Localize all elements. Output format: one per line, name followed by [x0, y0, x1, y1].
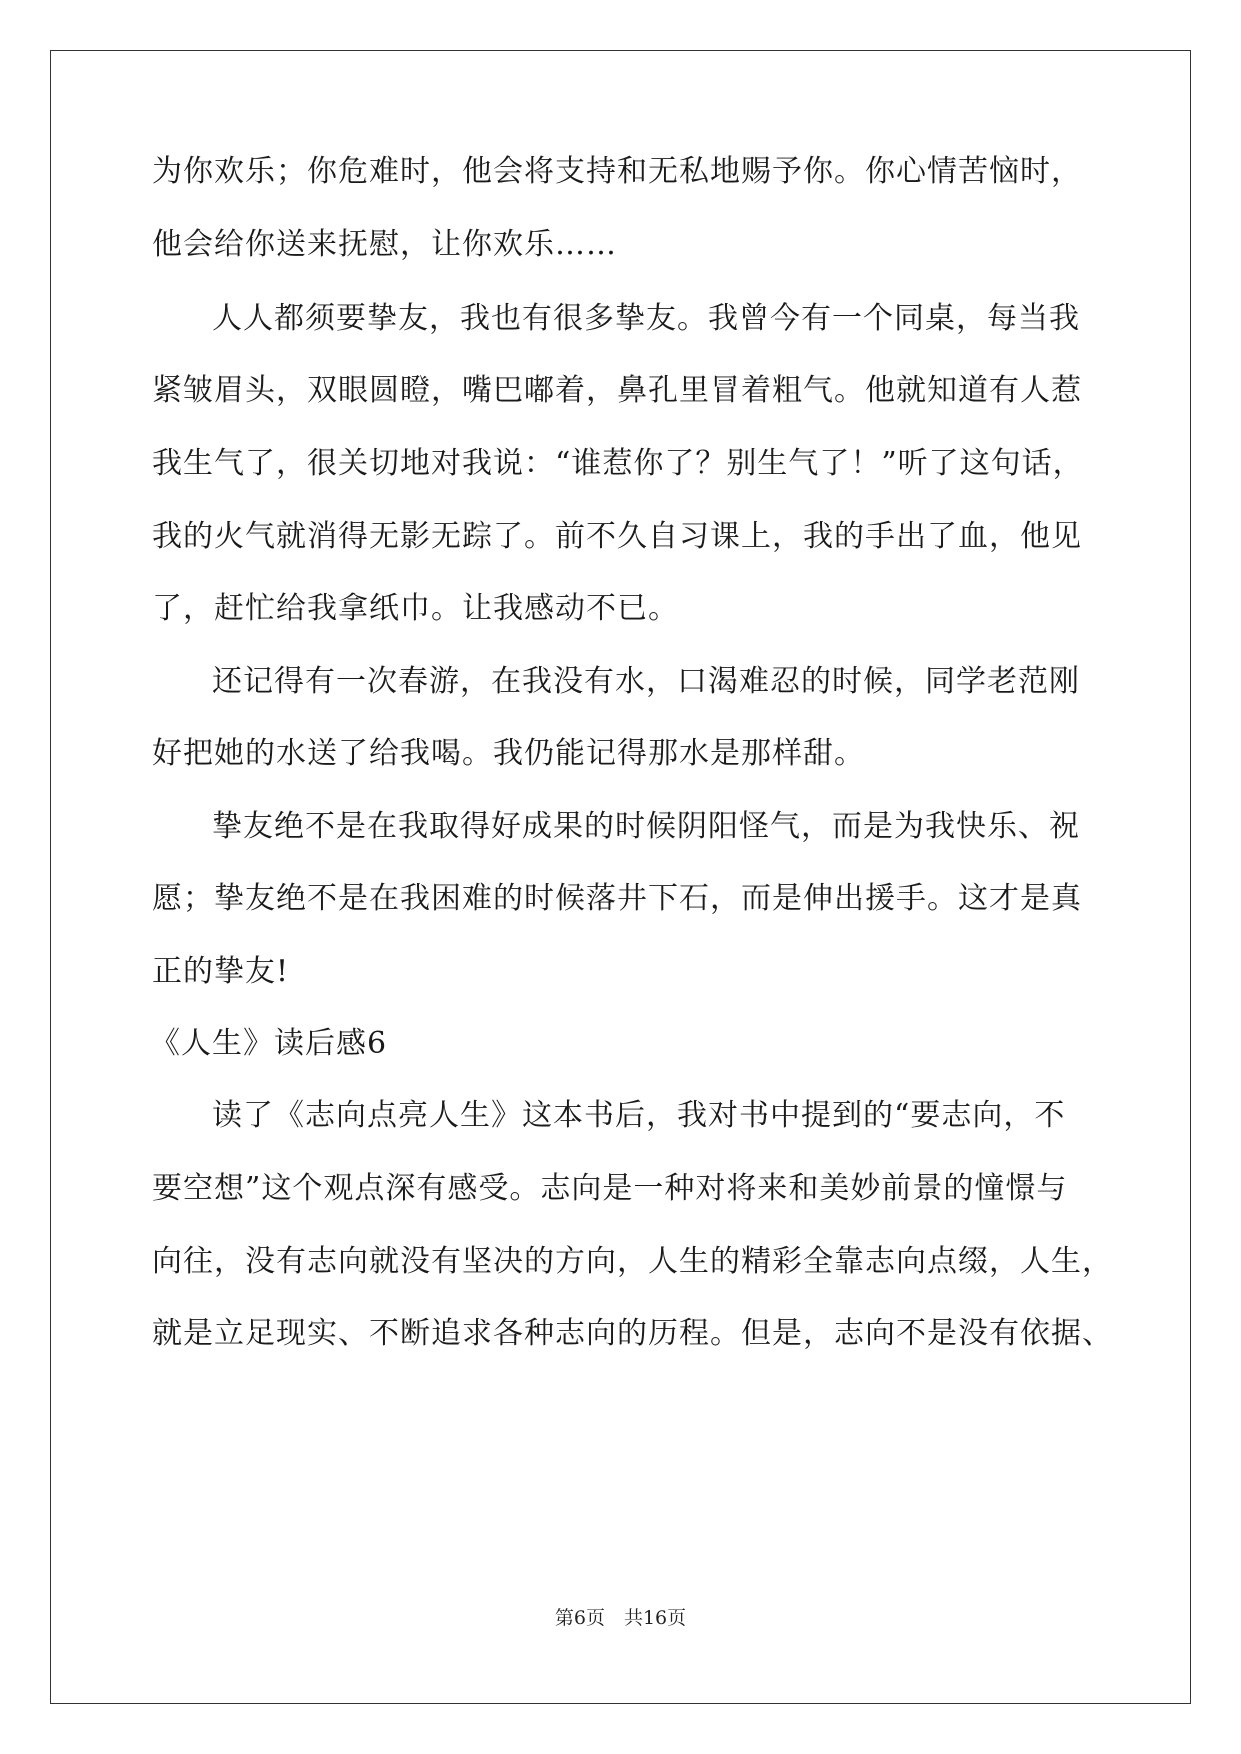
paragraph-line: 紧皱眉头，双眼圆瞪，嘴巴嘟着，鼻孔里冒着粗气。他就知道有人惹	[152, 373, 1082, 408]
paragraph-line: 愿；挚友绝不是在我困难的时候落井下石，而是伸出援手。这才是真	[152, 881, 1082, 916]
paragraph-line: 我的火气就消得无影无踪了。前不久自习课上，我的手出了血，他见	[152, 519, 1082, 554]
paragraph-line: 人人都须要挚友，我也有很多挚友。我曾今有一个同桌，每当我	[212, 301, 1080, 336]
text-line: 为你欢乐；你危难时，他会将支持和无私地赐予你。你心情苦恼时，	[152, 154, 1082, 189]
paragraph-line: 挚友绝不是在我取得好成果的时候阴阳怪气，而是为我快乐、祝	[212, 809, 1080, 844]
paragraph-line: 向往，没有志向就没有坚决的方向，人生的精彩全靠志向点缀，人生，	[152, 1244, 1113, 1279]
paragraph-line: 我生气了，很关切地对我说：“谁惹你了？别生气了！”听了这句话，	[152, 446, 1084, 481]
paragraph-line: 正的挚友!	[152, 954, 290, 989]
paragraph-line: 了，赶忙给我拿纸巾。让我感动不已。	[152, 591, 679, 626]
text-line: 他会给你送来抚慰，让你欢乐……	[152, 227, 617, 262]
section-title: 《人生》读后感6	[150, 1026, 388, 1061]
paragraph-line: 还记得有一次春游，在我没有水，口渴难忍的时候，同学老范刚	[212, 664, 1080, 699]
paragraph-line: 要空想”这个观点深有感受。志向是一种对将来和美妙前景的憧憬与	[152, 1171, 1068, 1206]
paragraph-line: 好把她的水送了给我喝。我仍能记得那水是那样甜。	[152, 736, 865, 771]
paragraph-line: 读了《志向点亮人生》这本书后，我对书中提到的“要志向，不	[212, 1098, 1066, 1133]
paragraph-line: 就是立足现实、不断追求各种志向的历程。但是，志向不是没有依据、	[152, 1316, 1113, 1351]
page-number-footer: 第6页 共16页	[554, 1607, 687, 1629]
